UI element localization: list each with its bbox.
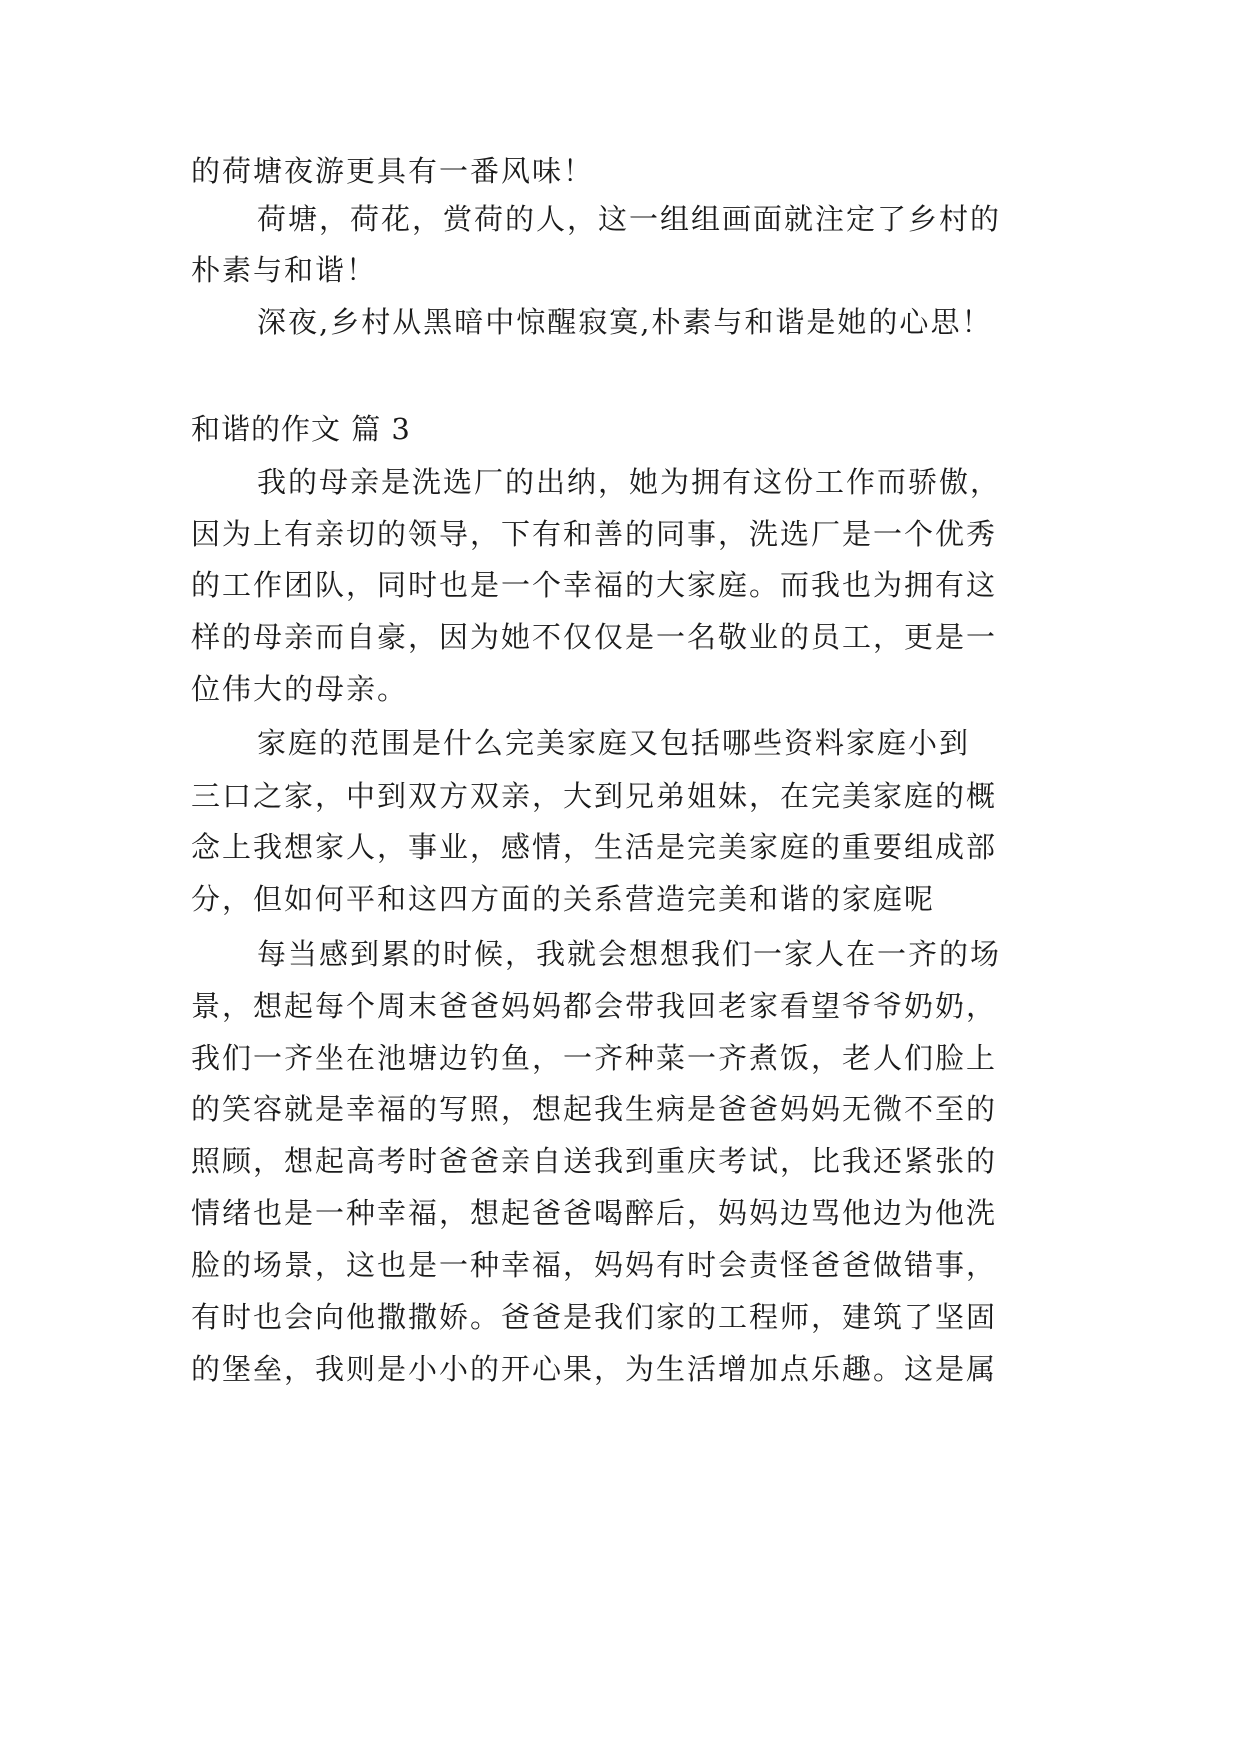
text-line: 朴素与和谐！ (191, 253, 378, 287)
text-line: 家庭的范围是什么完美家庭又包括哪些资料家庭小到 (257, 726, 971, 760)
text-line: 景，想起每个周末爸爸妈妈都会带我回老家看望爷爷奶奶， (191, 989, 998, 1023)
text-line: 三口之家，中到双方双亲，大到兄弟姐妹，在完美家庭的概 (191, 779, 998, 813)
text-line: 位伟大的母亲。 (191, 672, 409, 706)
text-line: 每当感到累的时候，我就会想想我们一家人在一齐的场 (257, 937, 1002, 971)
text-line: 样的母亲而自豪，因为她不仅仅是一名敬业的员工，更是一 (191, 620, 998, 654)
text-line: 我的母亲是洗选厂的出纳，她为拥有这份工作而骄傲， (257, 465, 1002, 499)
text-line: 念上我想家人，事业，感情，生活是完美家庭的重要组成部 (191, 830, 998, 864)
text-line: 的工作团队，同时也是一个幸福的大家庭。而我也为拥有这 (191, 568, 998, 602)
text-line: 深夜,乡村从黑暗中惊醒寂寞,朴素与和谐是她的心思！ (257, 305, 993, 339)
text-line: 荷塘，荷花，赏荷的人，这一组组画面就注定了乡村的 (257, 202, 1002, 236)
text-line: 因为上有亲切的领导，下有和善的同事，洗选厂是一个优秀 (191, 517, 998, 551)
text-line: 的荷塘夜游更具有一番风味！ (191, 154, 595, 188)
text-line: 有时也会向他撒撒娇。爸爸是我们家的工程师，建筑了坚固 (191, 1300, 998, 1334)
text-line: 分，但如何平和这四方面的关系营造完美和谐的家庭呢 (191, 882, 936, 916)
section-heading: 和谐的作文 篇 3 (191, 412, 411, 446)
text-line: 我们一齐坐在池塘边钓鱼，一齐种菜一齐煮饭，老人们脸上 (191, 1041, 998, 1075)
text-line: 的堡垒，我则是小小的开心果，为生活增加点乐趣。这是属 (191, 1352, 998, 1386)
text-line: 情绪也是一种幸福，想起爸爸喝醉后，妈妈边骂他边为他洗 (191, 1196, 998, 1230)
text-line: 的笑容就是幸福的写照，想起我生病是爸爸妈妈无微不至的 (191, 1092, 998, 1126)
text-line: 脸的场景，这也是一种幸福，妈妈有时会责怪爸爸做错事， (191, 1248, 998, 1282)
text-line: 照顾，想起高考时爸爸亲自送我到重庆考试，比我还紧张的 (191, 1144, 998, 1178)
